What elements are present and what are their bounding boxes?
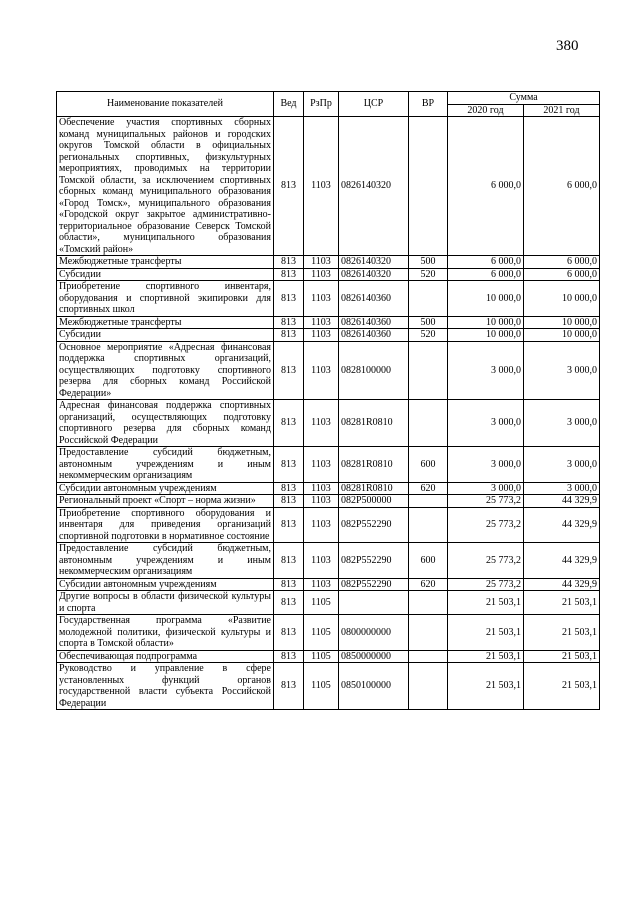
row-ved: 813 xyxy=(274,615,304,651)
table-row xyxy=(57,281,600,317)
row-ved: 813 xyxy=(274,400,304,447)
row-vr: 620 xyxy=(409,578,448,591)
row-name: Субсидии автономным учреждениям xyxy=(57,578,274,591)
header-2021: 2021 год xyxy=(524,104,600,117)
row-2021: 21 503,1 xyxy=(524,591,600,615)
row-ved: 813 xyxy=(274,543,304,579)
row-name: Основное мероприятие «Адресная финансовая поддержка спортивных организаций, осуществляющих подготовку спортивного резерва для сборных команд Российской Федерации» xyxy=(57,341,274,400)
row-csr: 08281R0810 xyxy=(339,447,409,483)
table-row xyxy=(57,543,600,579)
row-vr xyxy=(409,591,448,615)
row-rzpr: 1103 xyxy=(304,507,339,543)
row-2020: 25 773,2 xyxy=(448,578,524,591)
table-row xyxy=(57,495,600,508)
row-2021: 10 000,0 xyxy=(524,281,600,317)
row-rzpr: 1103 xyxy=(304,316,339,329)
row-csr: 0826140320 xyxy=(339,256,409,269)
row-vr xyxy=(409,650,448,663)
row-rzpr: 1103 xyxy=(304,256,339,269)
row-csr: 082P552290 xyxy=(339,578,409,591)
row-name: Руководство и управление в сфере установленных функций органов государственной власти субъекта Российской Федерации xyxy=(57,663,274,710)
row-ved: 813 xyxy=(274,495,304,508)
row-ved: 813 xyxy=(274,329,304,342)
row-vr xyxy=(409,615,448,651)
row-2021: 44 329,9 xyxy=(524,578,600,591)
row-rzpr: 1103 xyxy=(304,400,339,447)
table-row xyxy=(57,507,600,543)
row-csr: 0826140360 xyxy=(339,281,409,317)
row-rzpr: 1103 xyxy=(304,447,339,483)
header-2020: 2020 год xyxy=(448,104,524,117)
row-ved: 813 xyxy=(274,281,304,317)
row-2021: 10 000,0 xyxy=(524,329,600,342)
table-row xyxy=(57,650,600,663)
row-2020: 21 503,1 xyxy=(448,615,524,651)
row-rzpr: 1105 xyxy=(304,663,339,710)
row-vr: 600 xyxy=(409,447,448,483)
table-row xyxy=(57,341,600,400)
row-ved: 813 xyxy=(274,578,304,591)
row-csr: 0826140320 xyxy=(339,268,409,281)
row-name: Межбюджетные трансферты xyxy=(57,316,274,329)
table-row xyxy=(57,482,600,495)
row-csr: 0826140360 xyxy=(339,329,409,342)
row-rzpr: 1103 xyxy=(304,482,339,495)
row-name: Предоставление субсидий бюджетным, автономным учреждениям и иным некоммерческим организациям xyxy=(57,543,274,579)
row-2021: 6 000,0 xyxy=(524,256,600,269)
row-2020: 25 773,2 xyxy=(448,543,524,579)
row-vr: 520 xyxy=(409,329,448,342)
page-number: 380 xyxy=(556,38,579,54)
row-ved: 813 xyxy=(274,117,304,256)
row-ved: 813 xyxy=(274,663,304,710)
row-2021: 21 503,1 xyxy=(524,663,600,710)
row-name: Обеспечивающая подпрограмма xyxy=(57,650,274,663)
table-row xyxy=(57,268,600,281)
row-2020: 3 000,0 xyxy=(448,341,524,400)
table-row xyxy=(57,615,600,651)
row-2020: 21 503,1 xyxy=(448,650,524,663)
row-2021: 44 329,9 xyxy=(524,507,600,543)
row-ved: 813 xyxy=(274,447,304,483)
table-row xyxy=(57,400,600,447)
row-rzpr: 1103 xyxy=(304,329,339,342)
row-ved: 813 xyxy=(274,507,304,543)
row-2020: 10 000,0 xyxy=(448,329,524,342)
row-2021: 3 000,0 xyxy=(524,400,600,447)
row-name: Региональный проект «Спорт – норма жизни» xyxy=(57,495,274,508)
header-csr: ЦСР xyxy=(339,92,409,117)
row-2021: 3 000,0 xyxy=(524,447,600,483)
row-csr: 08281R0810 xyxy=(339,482,409,495)
row-csr: 0828100000 xyxy=(339,341,409,400)
row-name: Предоставление субсидий бюджетным, автономным учреждениям и иным некоммерческим организациям xyxy=(57,447,274,483)
row-vr xyxy=(409,507,448,543)
row-ved: 813 xyxy=(274,256,304,269)
row-ved: 813 xyxy=(274,268,304,281)
row-csr: 082P552290 xyxy=(339,507,409,543)
row-2021: 44 329,9 xyxy=(524,543,600,579)
row-csr xyxy=(339,591,409,615)
row-ved: 813 xyxy=(274,591,304,615)
row-ved: 813 xyxy=(274,316,304,329)
row-2020: 3 000,0 xyxy=(448,482,524,495)
row-name: Межбюджетные трансферты xyxy=(57,256,274,269)
row-2020: 6 000,0 xyxy=(448,117,524,256)
row-2021: 21 503,1 xyxy=(524,615,600,651)
row-name: Субсидии xyxy=(57,329,274,342)
table-row xyxy=(57,578,600,591)
row-2020: 10 000,0 xyxy=(448,316,524,329)
row-2021: 44 329,9 xyxy=(524,495,600,508)
row-2020: 10 000,0 xyxy=(448,281,524,317)
row-2020: 21 503,1 xyxy=(448,663,524,710)
row-rzpr: 1105 xyxy=(304,615,339,651)
row-2021: 6 000,0 xyxy=(524,117,600,256)
row-vr xyxy=(409,400,448,447)
row-vr xyxy=(409,281,448,317)
table-body xyxy=(57,117,600,710)
row-vr xyxy=(409,495,448,508)
row-vr: 620 xyxy=(409,482,448,495)
table-row xyxy=(57,256,600,269)
row-2020: 3 000,0 xyxy=(448,447,524,483)
row-2020: 21 503,1 xyxy=(448,591,524,615)
row-rzpr: 1103 xyxy=(304,268,339,281)
row-vr xyxy=(409,663,448,710)
row-rzpr: 1103 xyxy=(304,341,339,400)
row-vr: 500 xyxy=(409,316,448,329)
budget-table xyxy=(56,91,600,710)
row-ved: 813 xyxy=(274,482,304,495)
header-ved: Вед xyxy=(274,92,304,117)
row-name: Другие вопросы в области физической культуры и спорта xyxy=(57,591,274,615)
table-row xyxy=(57,329,600,342)
row-ved: 813 xyxy=(274,341,304,400)
row-vr: 600 xyxy=(409,543,448,579)
row-2020: 3 000,0 xyxy=(448,400,524,447)
row-vr xyxy=(409,341,448,400)
row-csr: 08281R0810 xyxy=(339,400,409,447)
row-vr: 500 xyxy=(409,256,448,269)
row-2020: 6 000,0 xyxy=(448,268,524,281)
row-csr: 082P500000 xyxy=(339,495,409,508)
row-ved: 813 xyxy=(274,650,304,663)
row-rzpr: 1105 xyxy=(304,591,339,615)
row-vr: 520 xyxy=(409,268,448,281)
row-csr: 0850000000 xyxy=(339,650,409,663)
table-row xyxy=(57,663,600,710)
header-vr: ВР xyxy=(409,92,448,117)
row-2020: 6 000,0 xyxy=(448,256,524,269)
row-2021: 3 000,0 xyxy=(524,482,600,495)
row-rzpr: 1103 xyxy=(304,495,339,508)
header-rzpr: РзПр xyxy=(304,92,339,117)
row-rzpr: 1103 xyxy=(304,281,339,317)
row-csr: 0800000000 xyxy=(339,615,409,651)
row-2021: 6 000,0 xyxy=(524,268,600,281)
row-csr: 082P552290 xyxy=(339,543,409,579)
row-2021: 10 000,0 xyxy=(524,316,600,329)
table-row xyxy=(57,591,600,615)
table-row xyxy=(57,316,600,329)
row-csr: 0850100000 xyxy=(339,663,409,710)
header-sum: Сумма xyxy=(448,92,600,105)
row-name: Приобретение спортивного инвентаря, оборудования и спортивной экипировки для спортивных школ xyxy=(57,281,274,317)
row-name: Государственная программа «Развитие молодежной политики, физической культуры и спорта в Томской области» xyxy=(57,615,274,651)
row-2021: 21 503,1 xyxy=(524,650,600,663)
row-rzpr: 1103 xyxy=(304,117,339,256)
row-name: Приобретение спортивного оборудования и инвентаря для приведения организаций спортивной подготовки в нормативное состояние xyxy=(57,507,274,543)
header-name: Наименование показателей xyxy=(57,92,274,117)
row-csr: 0826140320 xyxy=(339,117,409,256)
row-name: Субсидии xyxy=(57,268,274,281)
row-name: Обеспечение участия спортивных сборных команд муниципальных районов и городских округов Томской области в официальных региональных спортивных, физкультурных мероприятиях, проводимых на территории Томской области, за исключением спортивных сборных команд муниципального образования «Город Томск», муниципального образования «Городской округ закрытое административно-территориальное образование Северск Томской области», муниципального образования «Томский район» xyxy=(57,117,274,256)
table-row xyxy=(57,117,600,256)
row-name: Субсидии автономным учреждениям xyxy=(57,482,274,495)
row-2020: 25 773,2 xyxy=(448,495,524,508)
row-vr xyxy=(409,117,448,256)
row-csr: 0826140360 xyxy=(339,316,409,329)
row-rzpr: 1105 xyxy=(304,650,339,663)
row-rzpr: 1103 xyxy=(304,578,339,591)
table-row xyxy=(57,447,600,483)
row-2020: 25 773,2 xyxy=(448,507,524,543)
row-2021: 3 000,0 xyxy=(524,341,600,400)
row-name: Адресная финансовая поддержка спортивных организаций, осуществляющих подготовку спортивного резерва для сборных команд Российской Федерации xyxy=(57,400,274,447)
row-rzpr: 1103 xyxy=(304,543,339,579)
